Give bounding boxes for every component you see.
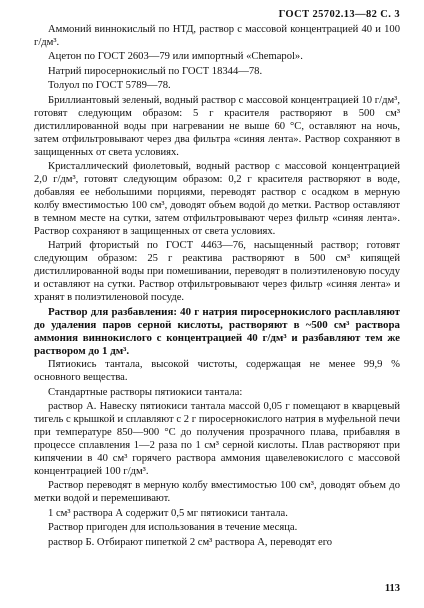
page-header: ГОСТ 25702.13—82 С. 3 <box>278 9 400 20</box>
document-body <box>34 24 400 551</box>
paragraph: Раствор переводят в мерную колбу вместимостью 100 см³, доводят объем до метки водой и перемешивают. <box>34 480 400 505</box>
paragraph-bold: Раствор для разбавления: 40 г натрия пиросернокислого расплавляют до удаления паров серной кислоты, растворяют в ~500 см³ раствора аммония виннокислого с концентрацией 40 г/дм³ и разбавляют тем же раствором до 1 дм³. <box>34 306 400 357</box>
paragraph: Натрий фтористый по ГОСТ 4463—76, насыщенный раствор; готовят следующим образом: 25 г реактива растворяют в 500 см³ кипящей дистиллированной воды при помешивании, переводят в полиэтиленовую посуду и оставляют на сутки. Раствор отфильтровывают через фильтр «синяя лента» и хранят в полиэтиленовой посуде. <box>34 240 400 303</box>
paragraph: Натрий пиросернокислый по ГОСТ 18344—78. <box>48 65 263 77</box>
page-number: 113 <box>384 583 400 594</box>
paragraph: Бриллиантовый зеленый, водный раствор с массовой концентрацией 10 г/дм³, готовят следующим образом: 5 г красителя растворяют в 500 см³ дистиллированной воды при нагревании не выше 60 °С, оставляют на ночь, затем отфильтровывают через два фильтра «синяя лента». Раствор сохраняют в защищенных от света условиях. <box>34 94 400 158</box>
paragraph: раствор Б. Отбирают пипеткой 2 см³ раствора А, переводят его <box>48 536 333 548</box>
paragraph: Ацетон по ГОСТ 2603—79 или импортный «Chemapol». <box>48 51 303 63</box>
paragraph: Толуол по ГОСТ 5789—78. <box>48 80 171 92</box>
paragraph: 1 см³ раствора А содержит 0,5 мг пятиокиси тантала. <box>48 507 288 519</box>
paragraph: Кристаллический фиолетовый, водный раствор с массовой концентрацией 2,0 г/дм³, готовят следующим образом: 0,2 г красителя растворяют в воде, добавляя ее небольшими порциями, переводят раствор с осадком в мерную колбу вместимостью 100 см³, доводят объем водой до метки. Раствор оставляют в темном месте на сутки, затем отфильтровывают через фильтр «синяя лента». Раствор сохраняют в защищенных от света условиях. <box>34 161 400 237</box>
paragraph: Аммоний виннокислый по НТД, раствор с массовой концентрацией 40 и 100 г/дм³. <box>34 24 400 48</box>
paragraph: раствор А. Навеску пятиокиси тантала массой 0,05 г помещают в кварцевый тигель с крышкой и сплавляют с 2 г пиросернокислого натрия в муфельной печи при температуре 850—900 °С до получения прозрачного плава, прибавляя в процессе сплавления 1—2 раза по 1 см³ серной кислоты. Плав растворяют при кипячении в 40 см³ горячего раствора аммония щавелевокислого с массовой концентрацией 100 г/дм³. <box>34 401 400 477</box>
paragraph: Стандартные растворы пятиокиси тантала: <box>48 386 243 398</box>
paragraph: Раствор пригоден для использования в течение месяца. <box>48 522 298 534</box>
paragraph: Пятиокись тантала, высокой чистоты, содержащая не менее 99,9 % основного вещества. <box>34 359 400 384</box>
